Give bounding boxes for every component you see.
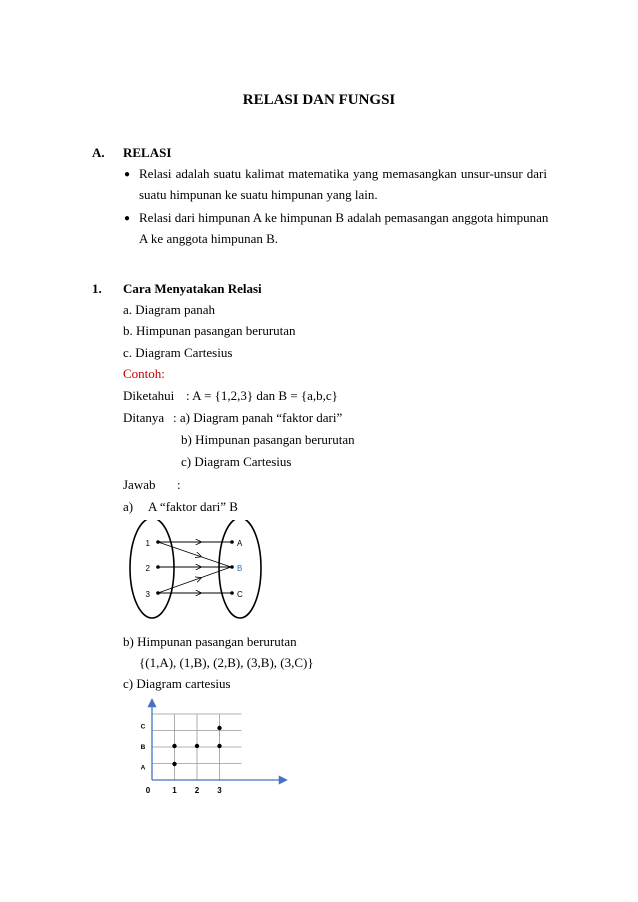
domain-label: 2: [145, 564, 150, 573]
data-point-1-A: [172, 762, 176, 766]
domain-ellipse: [130, 520, 174, 618]
section-1-heading: Cara Menyatakan Relasi: [123, 281, 262, 296]
section-a-marker: A.: [92, 145, 105, 160]
section-a-heading: RELASI: [123, 145, 172, 160]
asked-item: b) Himpunan pasangan berurutan: [181, 432, 355, 447]
cartesian-chart: [128, 694, 293, 799]
codomain-label: B: [237, 564, 243, 573]
bullet-2-line-1: Relasi dari himpunan A ke himpunan B adalah pemasangan anggota himpunan: [139, 210, 549, 225]
data-point-3-C: [217, 726, 221, 730]
codomain-label: C: [237, 590, 243, 599]
example-label: Contoh:: [123, 366, 165, 381]
x-tick-label: 3: [217, 786, 222, 795]
y-tick-label: C: [140, 723, 146, 731]
method-item: a. Diagram panah: [123, 302, 216, 317]
answer-label: Jawab: [123, 477, 156, 492]
point-1: [156, 540, 160, 544]
method-item: b. Himpunan pasangan berurutan: [123, 323, 296, 338]
point-a: [230, 540, 234, 544]
answer-a-text: A “faktor dari” B: [148, 499, 238, 514]
codomain-label: A: [237, 539, 243, 548]
page-title: RELASI DAN FUNGSI: [242, 92, 396, 108]
bullet-2-line-2: A ke anggota himpunan B.: [139, 231, 279, 246]
section-1-marker: 1.: [92, 281, 102, 296]
known-value: : A = {1,2,3} dan B = {a,b,c}: [186, 388, 338, 403]
domain-label: 3: [145, 590, 150, 599]
point-c: [230, 591, 234, 595]
asked-item: c) Diagram Cartesius: [181, 454, 292, 469]
x-tick-label: 0: [145, 786, 151, 795]
bullet-1-line-1: Relasi adalah suatu kalimat matematika yang memasangkan unsur-unsur dari: [139, 166, 547, 181]
answer-colon: :: [177, 477, 181, 492]
ordered-pairs-set: {(1,A), (1,B), (2,B), (3,B), (3,C)}: [139, 655, 314, 670]
known-label: Diketahui: [123, 388, 175, 403]
answer-b-heading: b) Himpunan pasangan berurutan: [123, 634, 297, 649]
arrow-diagram: [118, 520, 278, 626]
point-2: [156, 565, 160, 569]
bullet-icon: ●: [124, 213, 131, 224]
bullet-1-line-2: suatu himpunan ke suatu himpunan yang lain.: [139, 187, 378, 202]
domain-label: 1: [145, 539, 150, 548]
data-point-2-B: [195, 744, 199, 748]
method-item: c. Diagram Cartesius: [123, 345, 233, 360]
point-b: [230, 565, 234, 569]
answer-c-heading: c) Diagram cartesius: [123, 676, 231, 691]
y-tick-label: A: [140, 764, 146, 772]
data-point-3-B: [217, 744, 221, 748]
data-point-1-B: [172, 744, 176, 748]
bullet-icon: ●: [124, 169, 131, 180]
point-3: [156, 591, 160, 595]
x-tick-label: 1: [172, 786, 177, 795]
x-tick-label: 2: [194, 786, 200, 795]
asked-item: : a) Diagram panah “faktor dari”: [173, 410, 343, 425]
answer-a-marker: a): [123, 499, 134, 514]
asked-label: Ditanya: [123, 410, 165, 425]
y-tick-label: B: [140, 744, 146, 751]
